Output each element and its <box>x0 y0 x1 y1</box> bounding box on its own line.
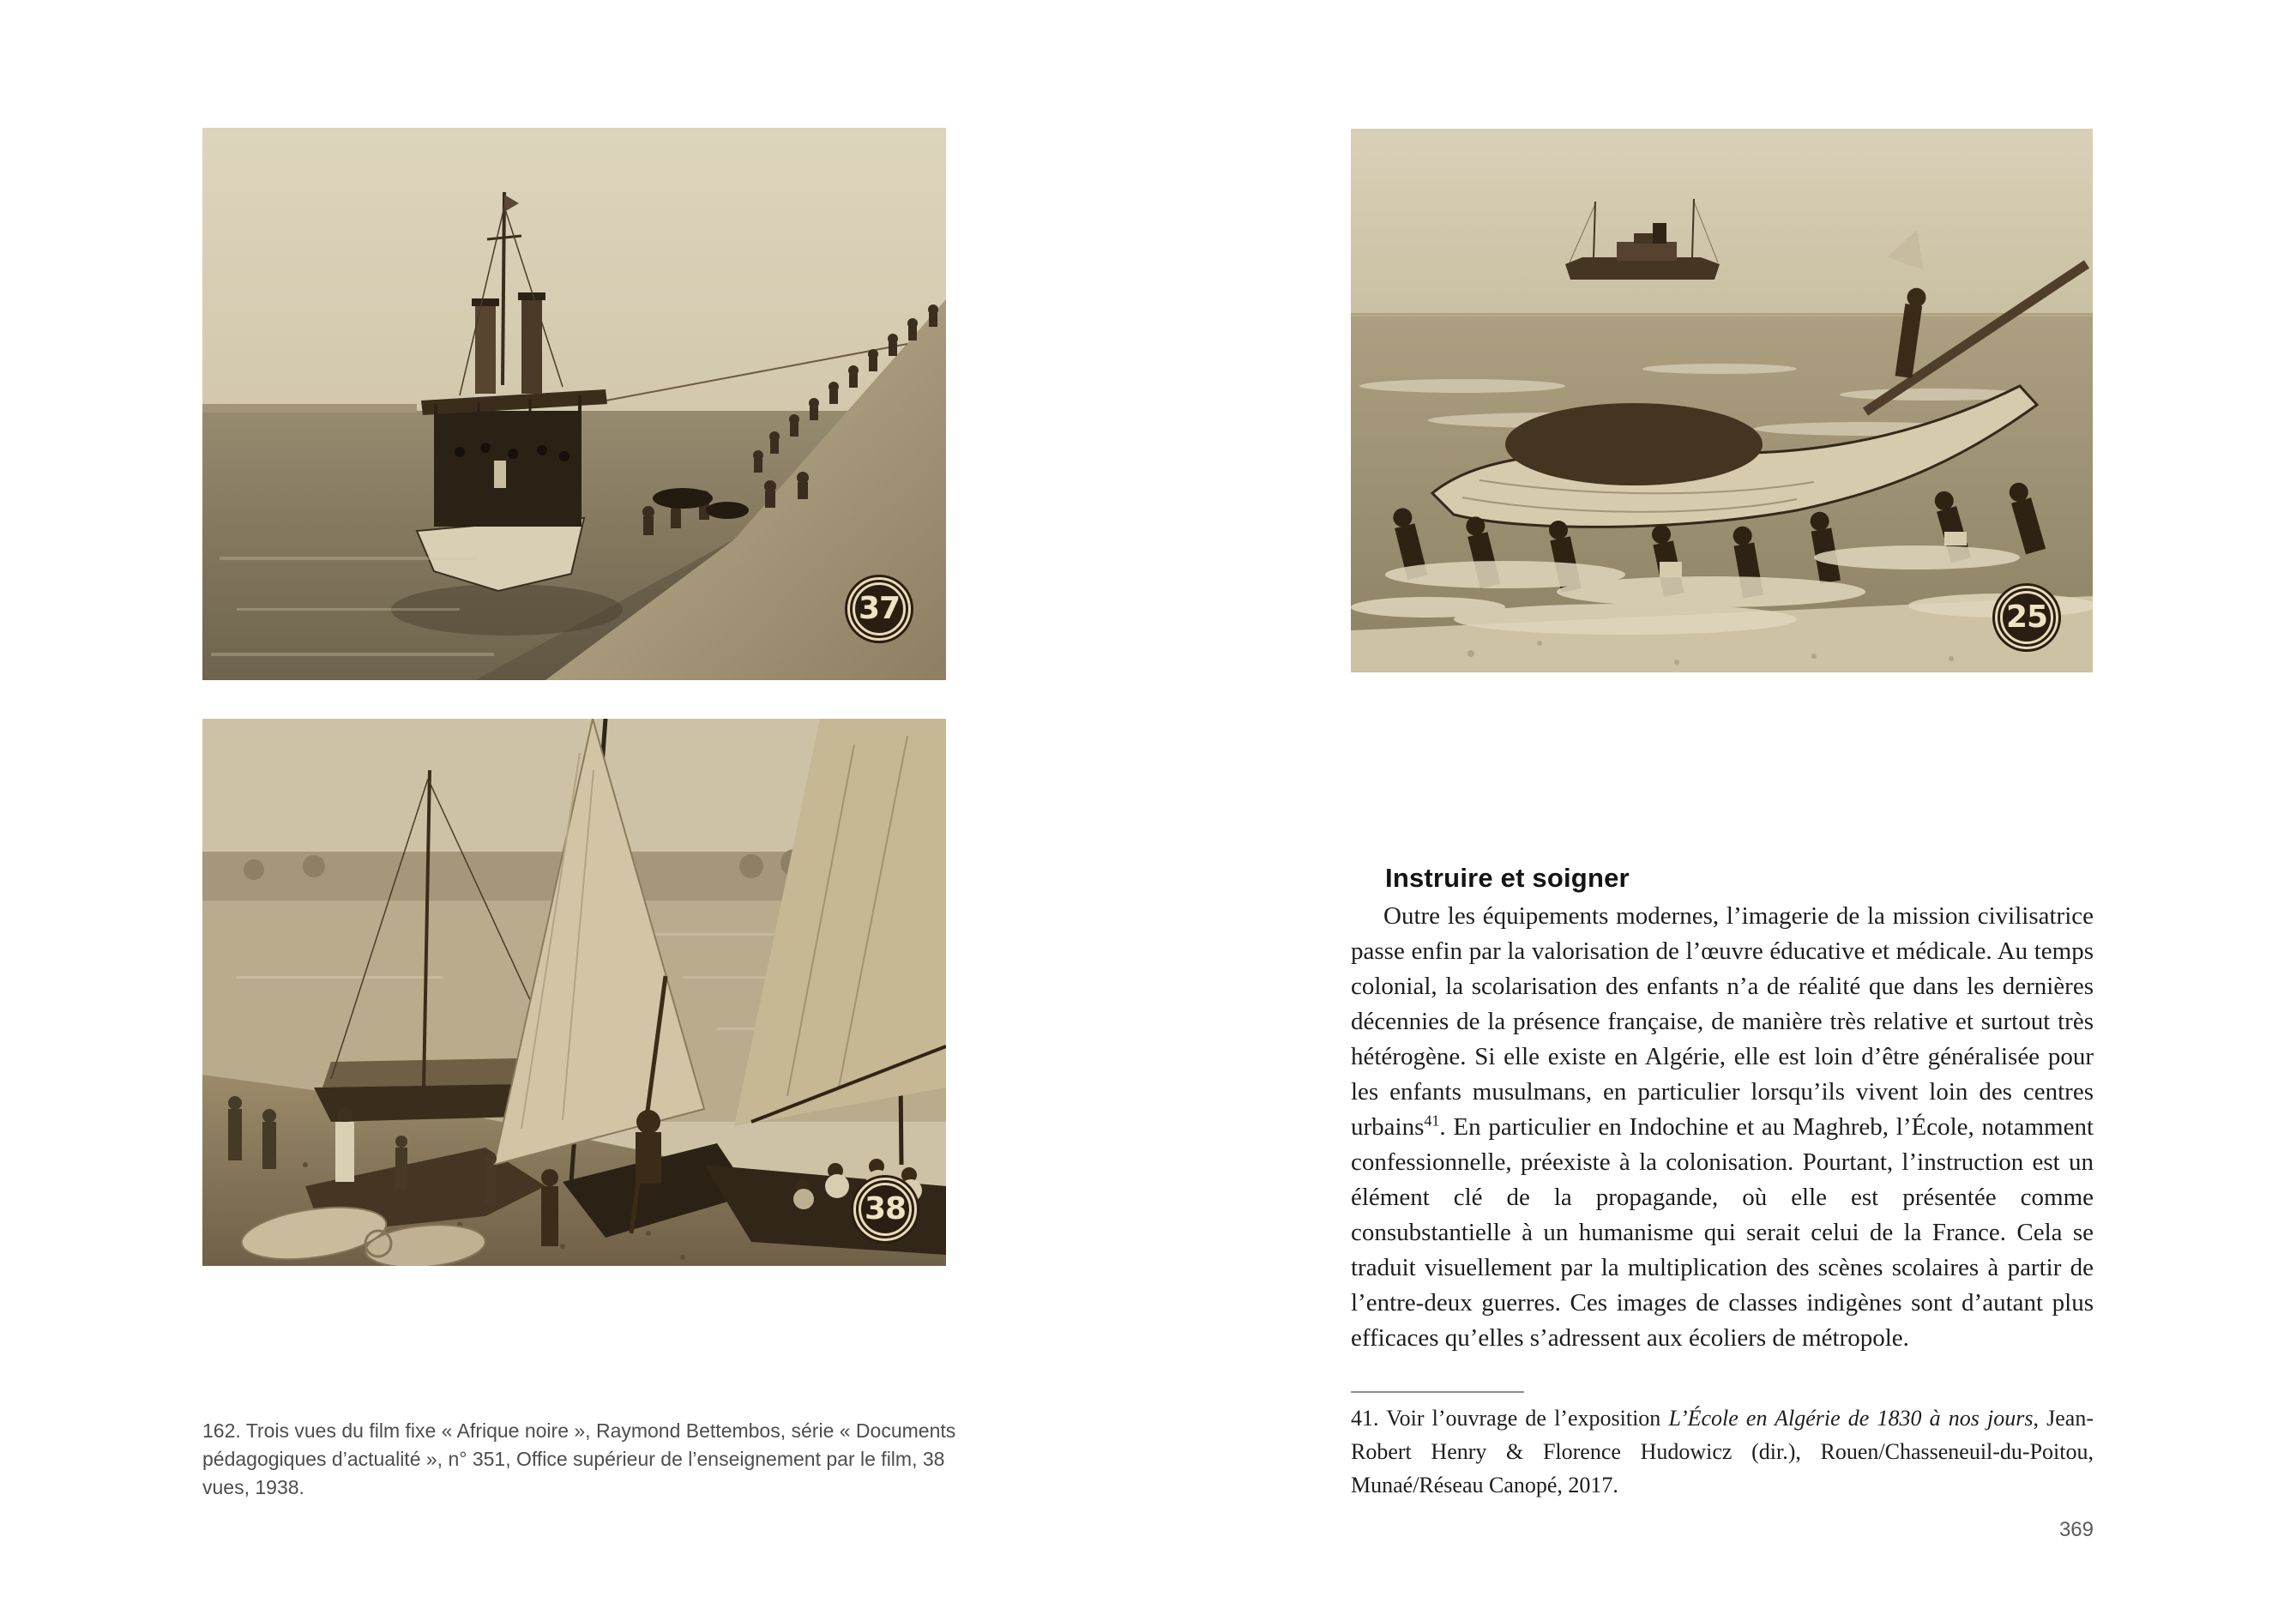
section-heading: Instruire et soigner <box>1385 863 1630 893</box>
photo-men-pushing-boat <box>1351 129 2093 672</box>
footnote-reference: 41 <box>1424 1112 1440 1130</box>
surf-boat-photo-illustration <box>1351 129 2093 672</box>
page-number: 369 <box>2058 1518 2094 1541</box>
body-text-part1: Outre les équipements modernes, l’imagerie de la mission civilisatrice passe enfin par la valorisation de l’œuvre éducative et médicale. Au temps colonial, la scolarisation des enfants n’a de réalité que dans les dernières décennies de la présence française, de manière très relative et surtout très hétérogène. Si elle existe en Algérie, elle est loin d’être généralisée pour les enfants musulmans, en particulier lorsqu’ils vivent loin des centres urbains <box>1351 902 2094 1141</box>
footnote-book-title: L’École en Algérie de 1830 à nos jours <box>1668 1406 2034 1431</box>
slide-number-badge: 38 <box>853 1178 917 1241</box>
footnote-text-suffix: , Jean-Robert Henry & Florence Hudowicz (dir.), Rouen/Chasseneuil-du-Poitou, Munaé/Réseau Canopé, 2017. <box>1351 1406 2094 1497</box>
slide-number-badge: 25 <box>1995 586 2058 649</box>
slide-number-badge: 37 <box>847 577 911 641</box>
body-paragraph <box>1351 899 2094 1356</box>
figure-caption: 162. Trois vues du film fixe « Afrique noire », Raymond Bettembos, série « Documents pédagogiques d’actualité », n° 351, Office supérieur de l’enseignement par le film, 38 vues, 1938. <box>202 1419 956 1498</box>
footnote-number: 41. <box>1351 1406 1387 1431</box>
footnote <box>1351 1401 2094 1502</box>
footnote-text-prefix: Voir l’ouvrage de l’exposition <box>1386 1406 1669 1431</box>
footnote-divider <box>1351 1391 1524 1393</box>
body-text-part2: . En particulier en Indochine et au Maghreb, l’École, notamment confessionnelle, préexiste à la colonisation. Pourtant, l’instruction est un élément clé de la propagande, où elle est présentée comme consubstantielle à un humanisme qui serait celui de la France. Cela se traduit visuellement par la multiplication des scènes scolaires à partir de l’entre-deux guerres. Ces images de classes indigènes sont d’autant plus efficaces qu’elles s’adressent aux écoliers de métropole. <box>1351 1113 2094 1352</box>
